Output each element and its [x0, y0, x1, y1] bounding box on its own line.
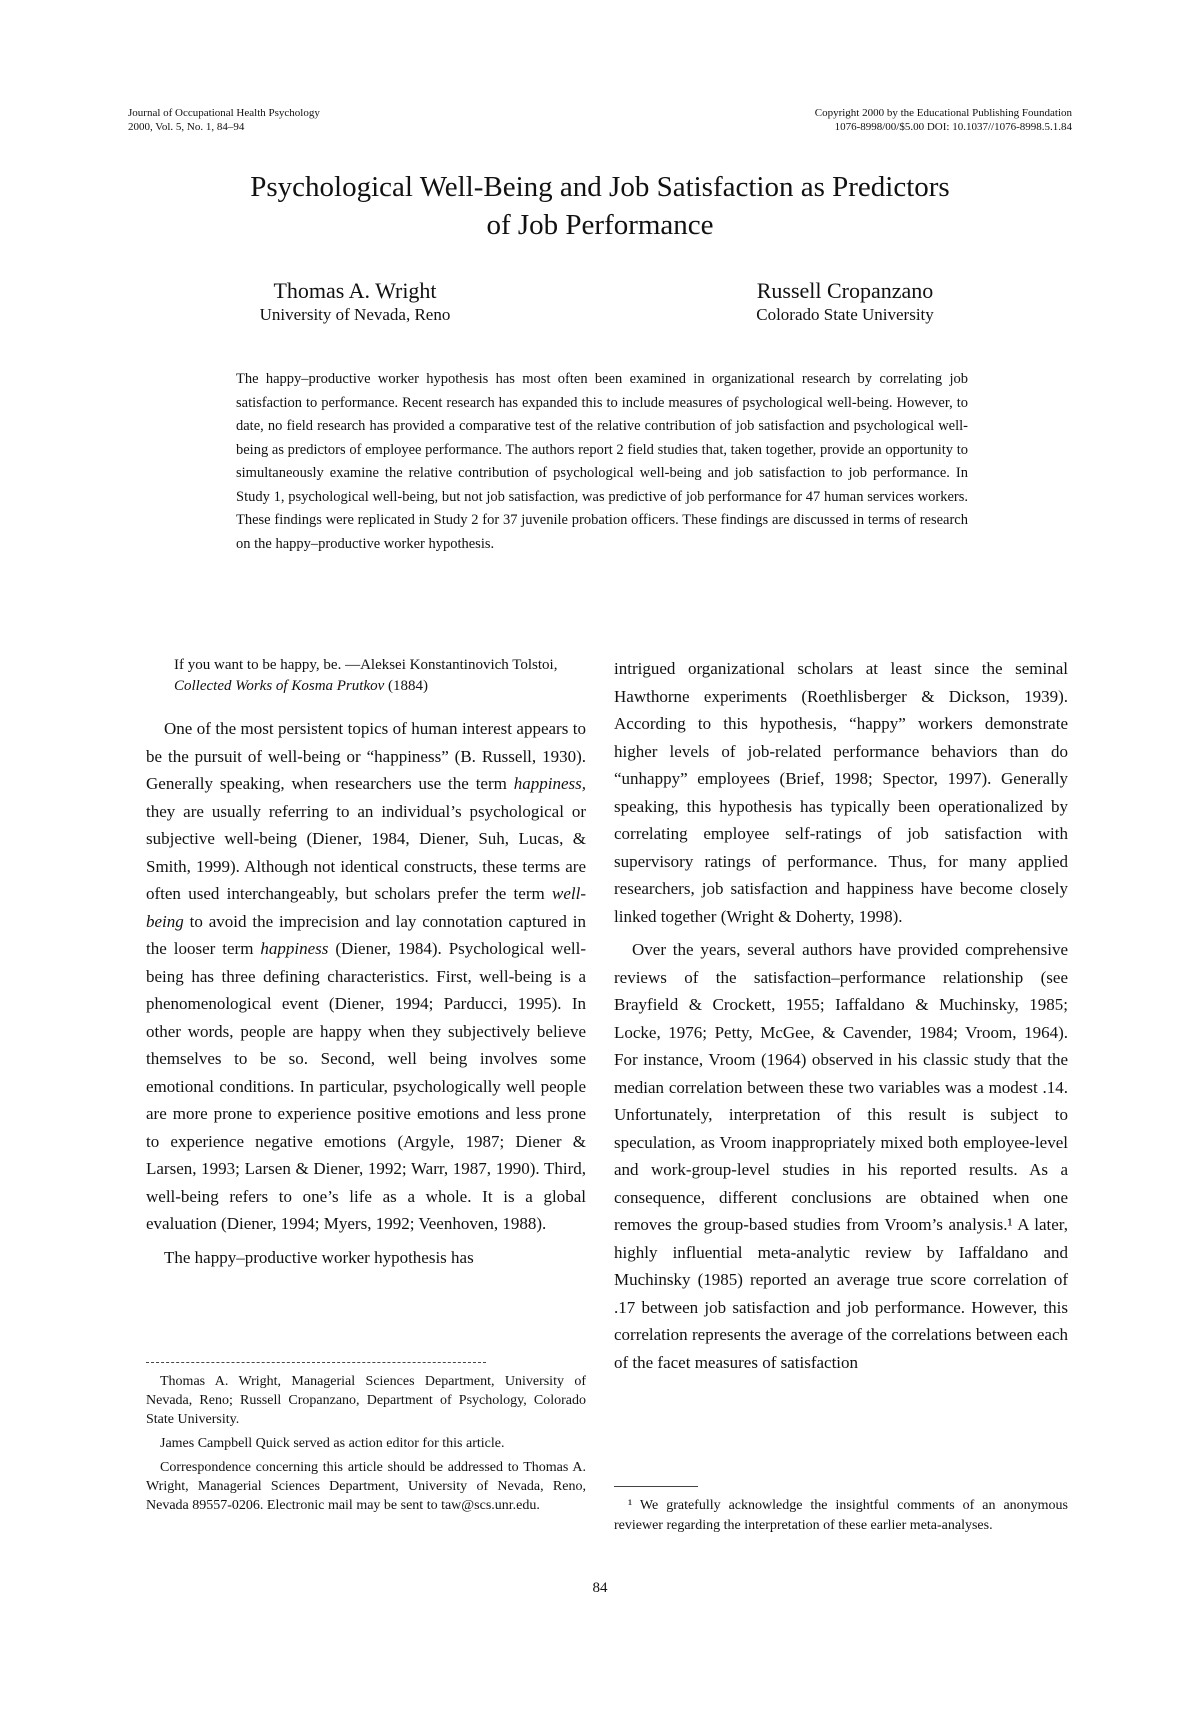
title-line-1: Psychological Well-Being and Job Satisfaction as Predictors: [250, 171, 950, 203]
epigraph: [174, 655, 586, 697]
title-line-2: of Job Performance: [486, 209, 714, 241]
body-text: (Diener, 1984). Psychological well-being has three defining characteristics. First, well-being is a phenomenological event (Diener, 1994; Parducci, 1995). In other words, people are happy when they subjectively believe themselves to be so. Second, well being involves some emotional conditions. In particular, psychologically well people are more prone to experience positive emotions and less prone to experience negative emotions (Argyle, 1987; Diener & Larsen, 1993; Larsen & Diener, 1992; Warr, 1987, 1990). Third, well-being refers to one’s life as a whole. It is a global evaluation (Diener, 1994; Myers, 1992; Veenhoven, 1988).: [146, 939, 587, 1233]
footnote-divider: [614, 1486, 698, 1487]
left-column: [146, 655, 586, 1271]
body-paragraph: [146, 715, 586, 1238]
author-note-affiliations: Thomas A. Wright, Managerial Sciences Department, University of Nevada, Reno; Russell Cropanzano, Department of Psychology, Colorado State University.: [146, 1374, 586, 1427]
right-column: [614, 655, 1068, 1376]
page-number: 84: [592, 1580, 608, 1596]
author-note-editor: James Campbell Quick served as action editor for this article.: [160, 1436, 505, 1451]
footnote: ¹ We gratefully acknowledge the insightful comments of an anonymous reviewer regarding the interpretation of these earlier meta-analyses.: [614, 1498, 1068, 1533]
journal-volume: 2000, Vol. 5, No. 1, 84–94: [128, 121, 245, 133]
paper-title: [120, 168, 1080, 244]
copyright-header: [815, 106, 1072, 134]
body-text: to avoid the imprecision and lay connotation captured in the looser term: [146, 911, 586, 958]
author-name: Russell Cropanzano: [756, 278, 934, 303]
author-note: [146, 1372, 586, 1520]
author-note-correspondence: Correspondence concerning this article should be addressed to Thomas A. Wright, Managerial Sciences Department, University of Nevada, Reno, Nevada 89557-0206. Electronic mail may be sent to taw@scs.unr.edu.: [146, 1460, 586, 1513]
epigraph-source: Collected Works of Kosma Prutkov: [174, 678, 385, 694]
epigraph-quote: If you want to be happy, be. —Aleksei Konstantinovich Tolstoi,: [174, 657, 558, 673]
body-paragraph: The happy–productive worker hypothesis has: [164, 1247, 474, 1267]
epigraph-year: (1884): [388, 678, 429, 694]
emphasis-text: happiness: [260, 939, 329, 958]
emphasis-text: happiness,: [513, 774, 586, 793]
abstract: The happy–productive worker hypothesis has most often been examined in organizational research by correlating job satisfaction to performance. Recent research has expanded this to include measures of psychological well-being. However, to date, no field research has provided a comparative test of the relative contribution of job satisfaction and psychological well-being as predictors of employee performance. The authors report 2 field studies that, taken together, provide an opportunity to simultaneously examine the relative contribution of psychological well-being and job satisfaction to job performance. In Study 1, psychological well-being, but not job satisfaction, was predictive of job performance for 47 human services workers. These findings were replicated in Study 2 for 37 juvenile probation officers. These findings are discussed in terms of research on the happy–productive worker hypothesis.: [236, 371, 968, 552]
body-text: they are usually referring to an individual’s psychological or subjective well-being (Diener, 1984, Diener, Suh, Lucas, & Smith, 1999). Although not identical constructs, these terms are often used interchangeably, but scholars prefer the term: [146, 801, 586, 903]
author-affiliation: Colorado State University: [756, 305, 934, 324]
body-paragraph: intrigued organizational scholars at least since the seminal Hawthorne experiments (Roethlisberger & Dickson, 1939). According to this hypothesis, “happy” workers demonstrate higher levels of job-related performance behaviors than do “unhappy” employees (Brief, 1998; Spector, 1997). Generally speaking, this hypothesis has typically been operationalized by correlating employee self-ratings of job satisfaction with supervisory ratings of performance. Thus, for many applied researchers, job satisfaction and happiness have become closely linked together (Wright & Doherty, 1998).: [614, 659, 1068, 926]
journal-header: [128, 106, 320, 134]
copyright-line: Copyright 2000 by the Educational Publishing Foundation: [814, 107, 1072, 119]
author-block-2: [710, 278, 980, 326]
journal-name: Journal of Occupational Health Psychology: [128, 107, 320, 119]
author-affiliation: University of Nevada, Reno: [259, 305, 451, 324]
body-text: One of the most persistent topics of human interest appears to be the pursuit of well-being or “happiness” (B. Russell, 1930). Generally speaking, when researchers use the term: [146, 719, 586, 793]
author-name: Thomas A. Wright: [273, 278, 437, 303]
body-paragraph: Over the years, several authors have provided comprehensive reviews of the satisfaction–performance relationship (see Brayfield & Crockett, 1955; Iaffaldano & Muchinsky, 1985; Locke, 1976; Petty, McGee, & Cavender, 1984; Vroom, 1964). For instance, Vroom (1964) observed in his classic study that the median correlation between these two variables was a modest .14. Unfortunately, interpretation of this result is subject to speculation, as Vroom inappropriately mixed both employee-level and work-group-level studies in his reported results. As a consequence, different conclusions are obtained when one removes the group-based studies from Vroom’s analysis.¹ A later, highly influential meta-analytic review by Iaffaldano and Muchinsky (1985) reported an average true score correlation of .17 between job satisfaction and job performance. However, this correlation represents the average of the correlations between each of the facet measures of satisfaction: [614, 940, 1068, 1372]
footnote-divider: [146, 1362, 486, 1363]
author-block-1: [220, 278, 490, 326]
doi-line: 1076-8998/00/$5.00 DOI: 10.1037//1076-8998.5.1.84: [834, 121, 1072, 133]
emphasis-text: well-being: [146, 884, 586, 931]
